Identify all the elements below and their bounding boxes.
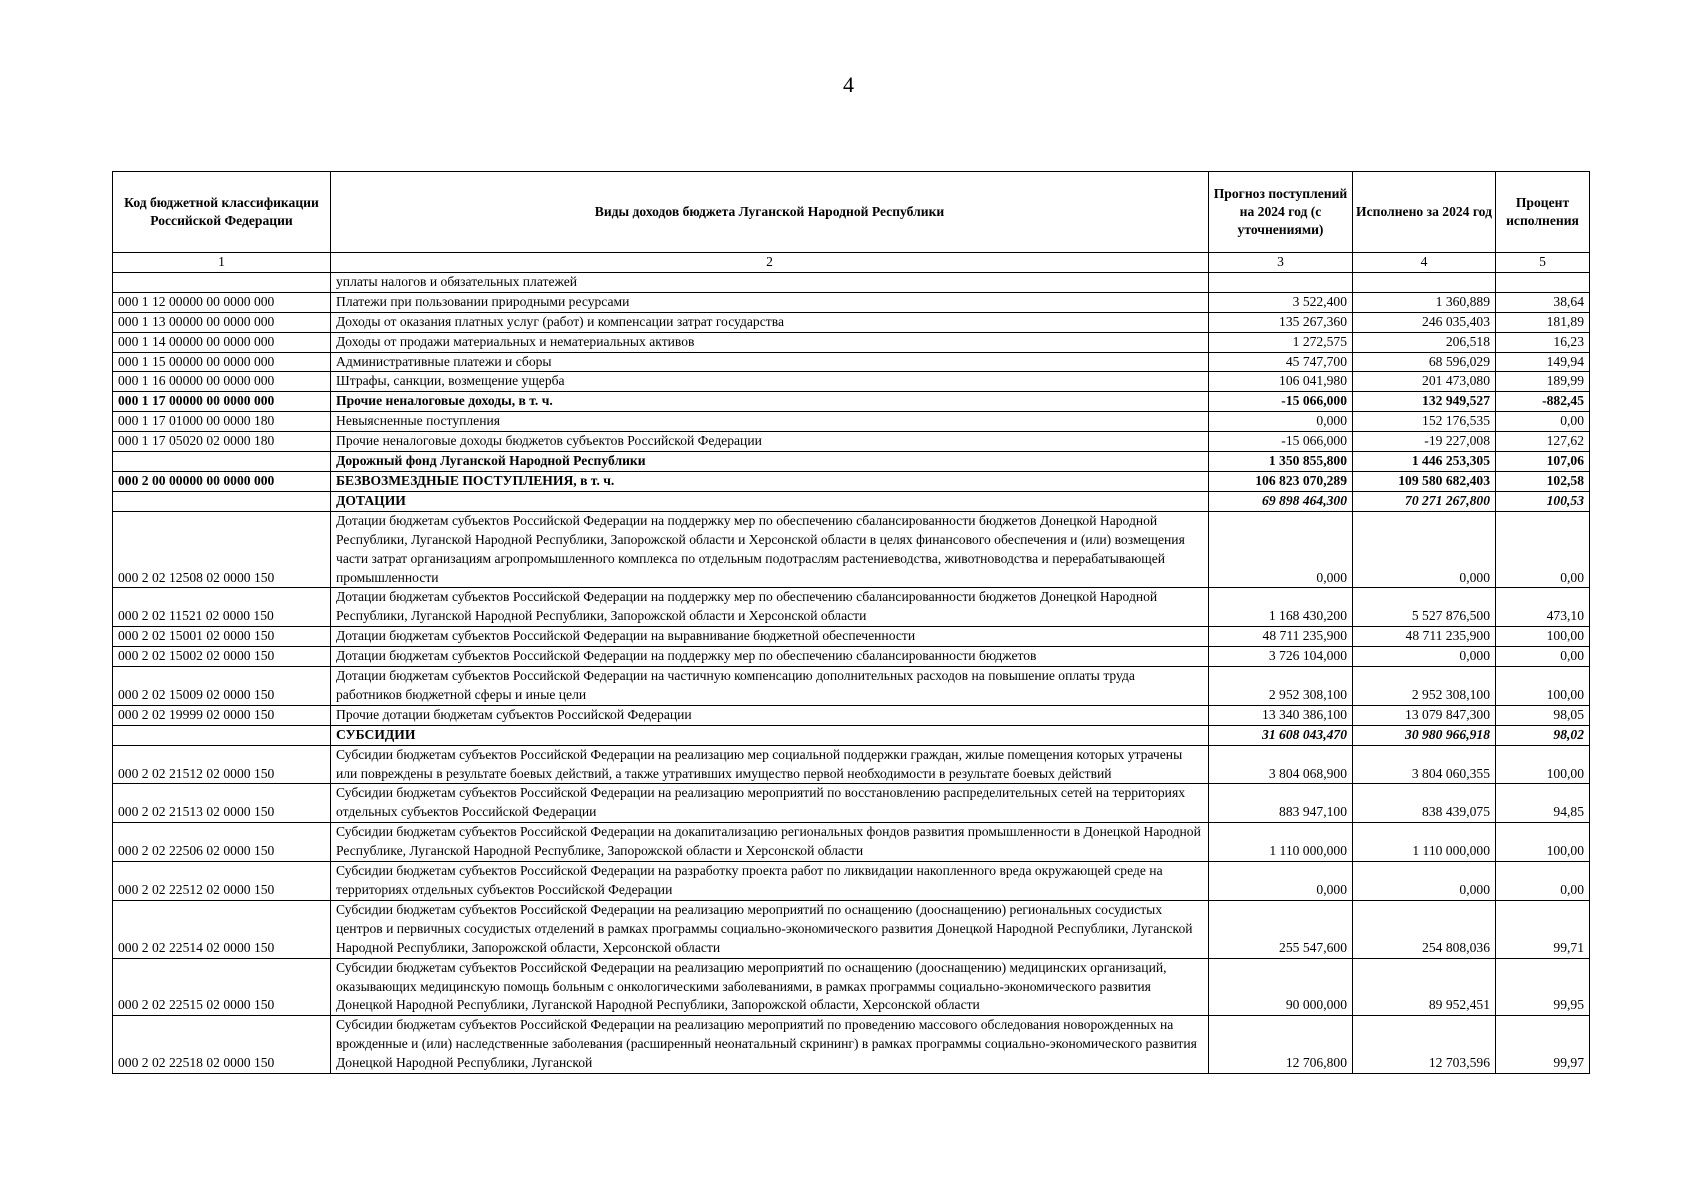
cell-percent: 0,00: [1496, 511, 1590, 588]
cell-percent: 0,00: [1496, 647, 1590, 667]
cell-percent: 100,00: [1496, 823, 1590, 862]
cell-name: Прочие дотации бюджетам субъектов Российской Федерации: [331, 705, 1209, 725]
cell-forecast: 90 000,000: [1209, 958, 1353, 1016]
cell-code: 000 1 17 05020 02 0000 180: [113, 432, 331, 452]
cell-code: 000 2 02 15002 02 0000 150: [113, 647, 331, 667]
cell-executed: 1 110 000,000: [1353, 823, 1496, 862]
cell-forecast: 255 547,600: [1209, 900, 1353, 958]
column-number: 1: [113, 253, 331, 273]
cell-forecast: [1209, 272, 1353, 292]
cell-executed: 5 527 876,500: [1353, 588, 1496, 627]
cell-name: Субсидии бюджетам субъектов Российской Федерации на реализацию мероприятий по проведению массового обследования новорожденных на врожденные и (или) наследственные заболевания (расширенный неонатальный скрининг) в рамках программы социально-экономического развития Донецкой Народной Республики, Луганской: [331, 1016, 1209, 1074]
table-row: [113, 452, 1590, 472]
cell-name: Доходы от продажи материальных и нематериальных активов: [331, 332, 1209, 352]
cell-forecast: 0,000: [1209, 412, 1353, 432]
cell-forecast: 0,000: [1209, 511, 1353, 588]
header-name: Виды доходов бюджета Луганской Народной Республики: [331, 172, 1209, 253]
cell-code: 000 2 02 22506 02 0000 150: [113, 823, 331, 862]
table-row: [113, 491, 1590, 511]
budget-revenue-table: [112, 171, 1590, 1074]
cell-percent: [1496, 272, 1590, 292]
cell-executed: 206,518: [1353, 332, 1496, 352]
cell-forecast: 3 804 068,900: [1209, 745, 1353, 784]
cell-forecast: 45 747,700: [1209, 352, 1353, 372]
table-row: [113, 900, 1590, 958]
table-row: [113, 784, 1590, 823]
cell-forecast: 135 267,360: [1209, 312, 1353, 332]
cell-percent: 473,10: [1496, 588, 1590, 627]
cell-executed: 254 808,036: [1353, 900, 1496, 958]
cell-code: 000 1 14 00000 00 0000 000: [113, 332, 331, 352]
cell-forecast: 3 726 104,000: [1209, 647, 1353, 667]
cell-forecast: 1 272,575: [1209, 332, 1353, 352]
cell-executed: 0,000: [1353, 647, 1496, 667]
cell-forecast: 1 168 430,200: [1209, 588, 1353, 627]
cell-forecast: 3 522,400: [1209, 292, 1353, 312]
cell-code: 000 2 02 22512 02 0000 150: [113, 862, 331, 901]
cell-code: 000 2 02 21512 02 0000 150: [113, 745, 331, 784]
cell-name: Доходы от оказания платных услуг (работ) и компенсации затрат государства: [331, 312, 1209, 332]
table-row: [113, 627, 1590, 647]
cell-percent: -882,45: [1496, 392, 1590, 412]
cell-code: 000 2 02 15009 02 0000 150: [113, 667, 331, 706]
cell-percent: 102,58: [1496, 471, 1590, 491]
cell-executed: 1 360,889: [1353, 292, 1496, 312]
column-number: 3: [1209, 253, 1353, 273]
column-number: 4: [1353, 253, 1496, 273]
cell-code: 000 2 02 19999 02 0000 150: [113, 705, 331, 725]
cell-percent: 189,99: [1496, 372, 1590, 392]
cell-forecast: 69 898 464,300: [1209, 491, 1353, 511]
cell-percent: 98,05: [1496, 705, 1590, 725]
table-row: [113, 372, 1590, 392]
cell-name: Прочие неналоговые доходы бюджетов субъектов Российской Федерации: [331, 432, 1209, 452]
table-row: [113, 823, 1590, 862]
cell-code: 000 2 02 15001 02 0000 150: [113, 627, 331, 647]
cell-name: Невыясненные поступления: [331, 412, 1209, 432]
cell-executed: 132 949,527: [1353, 392, 1496, 412]
table-row: [113, 312, 1590, 332]
cell-percent: 94,85: [1496, 784, 1590, 823]
cell-forecast: 2 952 308,100: [1209, 667, 1353, 706]
header-code: Код бюджетной классификации Российской Федерации: [113, 172, 331, 253]
header-forecast: Прогноз поступлений на 2024 год (с уточнениями): [1209, 172, 1353, 253]
cell-forecast: 0,000: [1209, 862, 1353, 901]
cell-name: ДОТАЦИИ: [331, 491, 1209, 511]
cell-forecast: 883 947,100: [1209, 784, 1353, 823]
cell-executed: 13 079 847,300: [1353, 705, 1496, 725]
column-number-row: [113, 253, 1590, 273]
cell-percent: 181,89: [1496, 312, 1590, 332]
table-row: [113, 958, 1590, 1016]
page-number: 4: [843, 72, 854, 97]
table-body: [113, 272, 1590, 1073]
cell-percent: 99,95: [1496, 958, 1590, 1016]
cell-code: 000 2 02 22514 02 0000 150: [113, 900, 331, 958]
cell-forecast: 1 110 000,000: [1209, 823, 1353, 862]
table-row: [113, 745, 1590, 784]
table-row: [113, 352, 1590, 372]
cell-name: Административные платежи и сборы: [331, 352, 1209, 372]
table-row: [113, 392, 1590, 412]
cell-percent: 99,71: [1496, 900, 1590, 958]
cell-percent: 149,94: [1496, 352, 1590, 372]
cell-executed: 1 446 253,305: [1353, 452, 1496, 472]
cell-percent: 100,53: [1496, 491, 1590, 511]
cell-percent: 16,23: [1496, 332, 1590, 352]
header-percent: Процент исполнения: [1496, 172, 1590, 253]
cell-forecast: 12 706,800: [1209, 1016, 1353, 1074]
cell-code: [113, 491, 331, 511]
cell-percent: 0,00: [1496, 862, 1590, 901]
cell-executed: 246 035,403: [1353, 312, 1496, 332]
cell-code: 000 1 17 00000 00 0000 000: [113, 392, 331, 412]
cell-percent: 107,06: [1496, 452, 1590, 472]
cell-executed: 201 473,080: [1353, 372, 1496, 392]
table-row: [113, 292, 1590, 312]
column-number: 5: [1496, 253, 1590, 273]
cell-name: Дорожный фонд Луганской Народной Республики: [331, 452, 1209, 472]
cell-percent: 100,00: [1496, 667, 1590, 706]
table-row: [113, 412, 1590, 432]
table-row: [113, 432, 1590, 452]
cell-name: Дотации бюджетам субъектов Российской Федерации на поддержку мер по обеспечению сбалансированности бюджетов Донецкой Народной Республики, Луганской Народной Республики, Запорожской области и Херсонской области в целях финансового обеспечения и (или) возмещения части затрат организациям агропромышленного комплекса по отдельным подотраслям растениеводства, животноводства и перерабатывающей промышленности: [331, 511, 1209, 588]
cell-executed: 48 711 235,900: [1353, 627, 1496, 647]
cell-name: БЕЗВОЗМЕЗДНЫЕ ПОСТУПЛЕНИЯ, в т. ч.: [331, 471, 1209, 491]
cell-name: Дотации бюджетам субъектов Российской Федерации на частичную компенсацию дополнительных расходов на повышение оплаты труда работников бюджетной сферы и иные цели: [331, 667, 1209, 706]
cell-code: [113, 452, 331, 472]
header-executed: Исполнено за 2024 год: [1353, 172, 1496, 253]
cell-percent: 127,62: [1496, 432, 1590, 452]
cell-code: 000 2 02 11521 02 0000 150: [113, 588, 331, 627]
cell-percent: 100,00: [1496, 745, 1590, 784]
cell-name: Дотации бюджетам субъектов Российской Федерации на поддержку мер по обеспечению сбалансированности бюджетов: [331, 647, 1209, 667]
cell-executed: 12 703,596: [1353, 1016, 1496, 1074]
cell-forecast: 1 350 855,800: [1209, 452, 1353, 472]
cell-code: 000 2 02 22515 02 0000 150: [113, 958, 331, 1016]
table-row: [113, 511, 1590, 588]
cell-forecast: 13 340 386,100: [1209, 705, 1353, 725]
table-row: [113, 1016, 1590, 1074]
cell-name: Платежи при пользовании природными ресурсами: [331, 292, 1209, 312]
table-row: [113, 862, 1590, 901]
cell-executed: 0,000: [1353, 862, 1496, 901]
cell-code: 000 1 16 00000 00 0000 000: [113, 372, 331, 392]
cell-code: 000 2 02 12508 02 0000 150: [113, 511, 331, 588]
cell-executed: 0,000: [1353, 511, 1496, 588]
cell-executed: 89 952,451: [1353, 958, 1496, 1016]
cell-name: СУБСИДИИ: [331, 725, 1209, 745]
cell-name: Штрафы, санкции, возмещение ущерба: [331, 372, 1209, 392]
cell-executed: 838 439,075: [1353, 784, 1496, 823]
cell-name: Субсидии бюджетам субъектов Российской Федерации на реализацию мер социальной поддержки граждан, жилые помещения которых утрачены или повреждены в результате боевых действий, а также утративших имущество первой необходимости в результате боевых действий: [331, 745, 1209, 784]
cell-code: 000 2 02 21513 02 0000 150: [113, 784, 331, 823]
cell-name: Дотации бюджетам субъектов Российской Федерации на поддержку мер по обеспечению сбалансированности бюджетов Донецкой Народной Республики, Луганской Народной Республики, Запорожской области и Херсонской области: [331, 588, 1209, 627]
cell-executed: 68 596,029: [1353, 352, 1496, 372]
cell-executed: 2 952 308,100: [1353, 667, 1496, 706]
cell-name: Субсидии бюджетам субъектов Российской Федерации на реализацию мероприятий по оснащению (дооснащению) медицинских организаций, оказывающих медицинскую помощь больным с онкологическими заболеваниями, в рамках программы социально-экономического развития Донецкой Народной Республики, Луганской Народной Республики, Запорожской области, Херсонской области: [331, 958, 1209, 1016]
table-row: [113, 705, 1590, 725]
cell-executed: 3 804 060,355: [1353, 745, 1496, 784]
cell-percent: 0,00: [1496, 412, 1590, 432]
cell-executed: [1353, 272, 1496, 292]
cell-forecast: 106 041,980: [1209, 372, 1353, 392]
cell-name: Дотации бюджетам субъектов Российской Федерации на выравнивание бюджетной обеспеченности: [331, 627, 1209, 647]
table-row: [113, 725, 1590, 745]
cell-code: 000 1 15 00000 00 0000 000: [113, 352, 331, 372]
table-row: [113, 471, 1590, 491]
table-row: [113, 647, 1590, 667]
cell-percent: 100,00: [1496, 627, 1590, 647]
cell-executed: -19 227,008: [1353, 432, 1496, 452]
cell-code: 000 1 17 01000 00 0000 180: [113, 412, 331, 432]
cell-name: уплаты налогов и обязательных платежей: [331, 272, 1209, 292]
cell-percent: 99,97: [1496, 1016, 1590, 1074]
table-header-row: [113, 172, 1590, 253]
cell-name: Субсидии бюджетам субъектов Российской Федерации на разработку проекта работ по ликвидации накопленного вреда окружающей среде на территориях отдельных субъектов Российской Федерации: [331, 862, 1209, 901]
cell-name: Субсидии бюджетам субъектов Российской Федерации на реализацию мероприятий по оснащению (дооснащению) региональных сосудистых центров и первичных сосудистых отделений в рамках программы социально-экономического развития Донецкой Народной Республики, Луганской Народной Республики, Запорожской области, Херсонской области: [331, 900, 1209, 958]
cell-code: 000 1 12 00000 00 0000 000: [113, 292, 331, 312]
cell-code: [113, 272, 331, 292]
cell-name: Субсидии бюджетам субъектов Российской Федерации на докапитализацию региональных фондов развития промышленности в Донецкой Народной Республике, Луганской Народной Республике, Запорожской области и Херсонской области: [331, 823, 1209, 862]
table-row: [113, 667, 1590, 706]
cell-percent: 38,64: [1496, 292, 1590, 312]
cell-forecast: 31 608 043,470: [1209, 725, 1353, 745]
cell-code: 000 2 00 00000 00 0000 000: [113, 471, 331, 491]
cell-code: [113, 725, 331, 745]
cell-forecast: -15 066,000: [1209, 432, 1353, 452]
cell-forecast: 48 711 235,900: [1209, 627, 1353, 647]
cell-executed: 70 271 267,800: [1353, 491, 1496, 511]
cell-code: 000 2 02 22518 02 0000 150: [113, 1016, 331, 1074]
cell-executed: 30 980 966,918: [1353, 725, 1496, 745]
table-row: [113, 272, 1590, 292]
cell-percent: 98,02: [1496, 725, 1590, 745]
cell-code: 000 1 13 00000 00 0000 000: [113, 312, 331, 332]
table-row: [113, 332, 1590, 352]
cell-name: Субсидии бюджетам субъектов Российской Федерации на реализацию мероприятий по восстановлению распределительных сетей на территориях отдельных субъектов Российской Федерации: [331, 784, 1209, 823]
cell-executed: 109 580 682,403: [1353, 471, 1496, 491]
cell-forecast: -15 066,000: [1209, 392, 1353, 412]
cell-forecast: 106 823 070,289: [1209, 471, 1353, 491]
column-number: 2: [331, 253, 1209, 273]
table-row: [113, 588, 1590, 627]
cell-executed: 152 176,535: [1353, 412, 1496, 432]
cell-name: Прочие неналоговые доходы, в т. ч.: [331, 392, 1209, 412]
